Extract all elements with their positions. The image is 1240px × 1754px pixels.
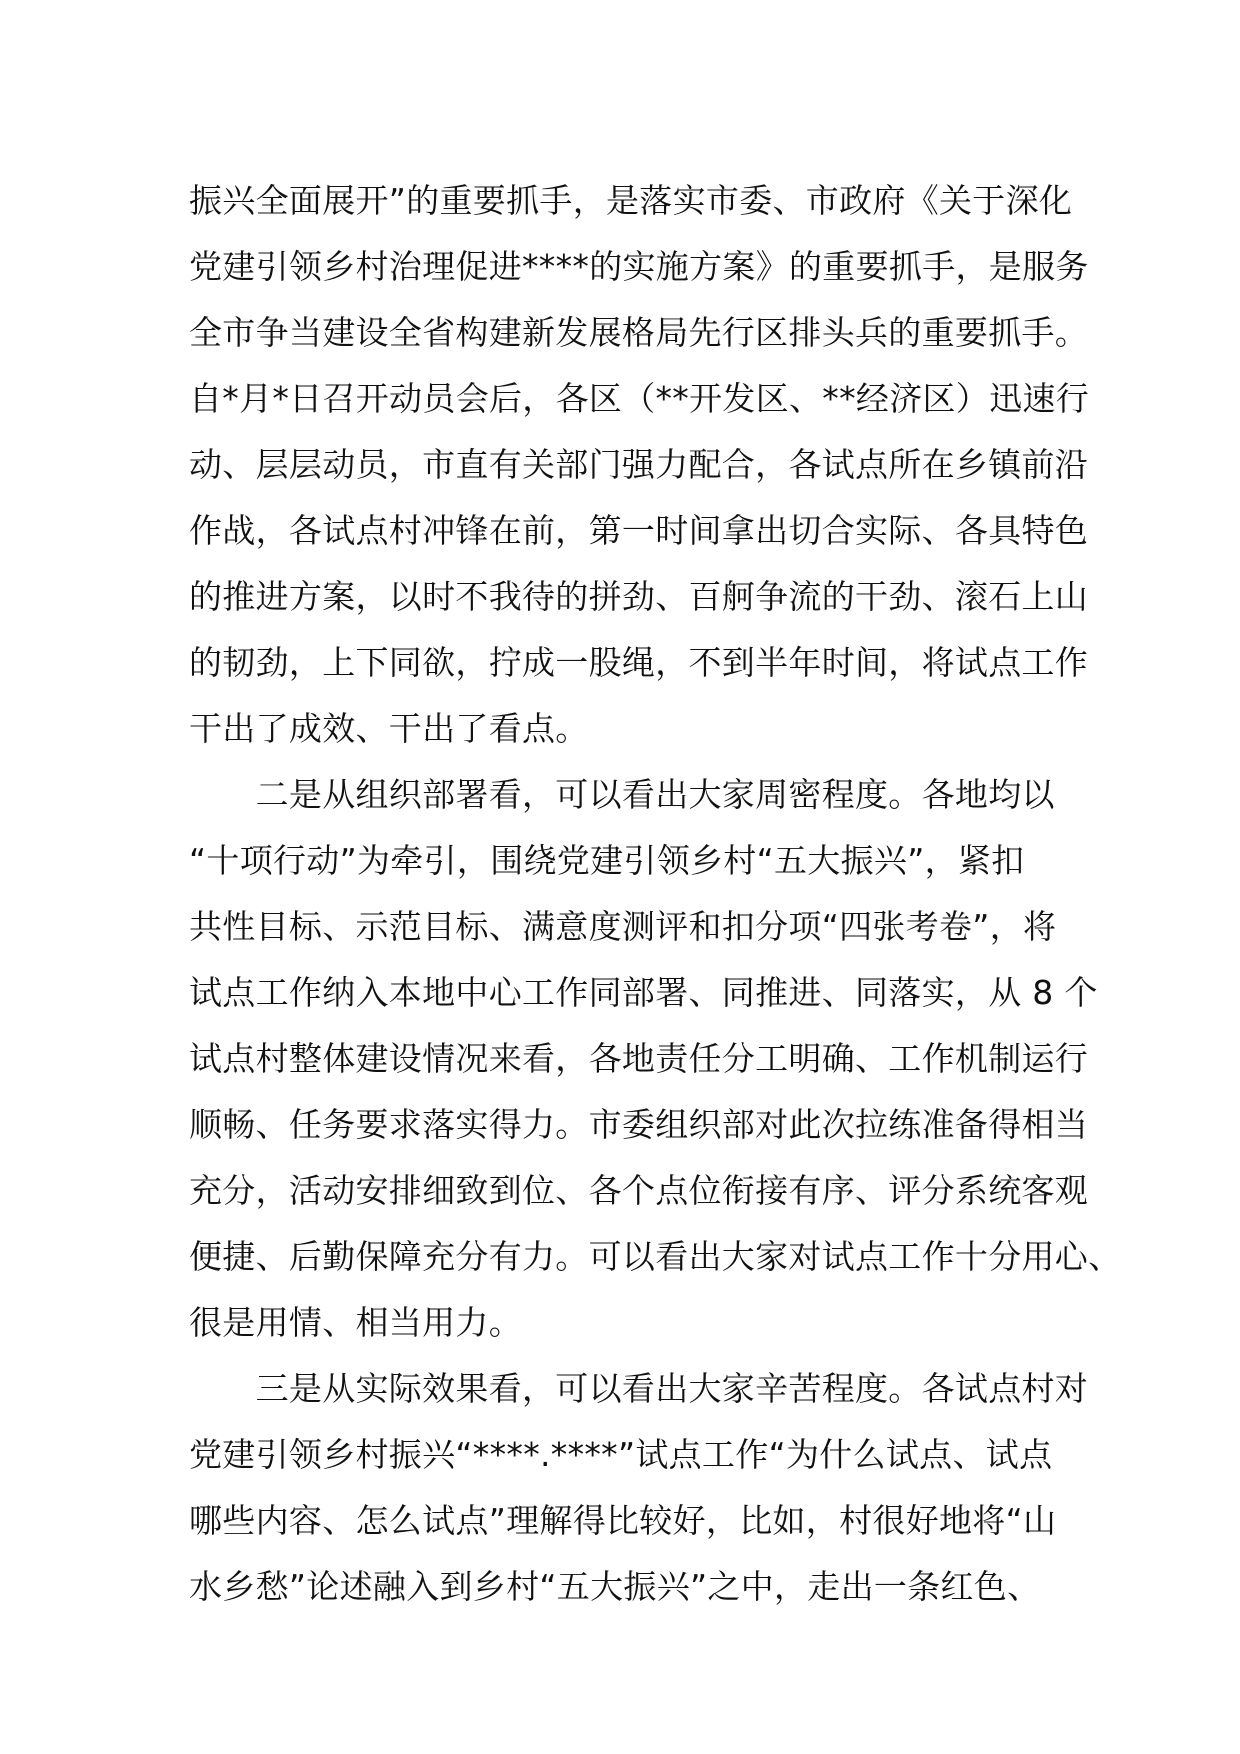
- text-line: 三是从实际效果看，可以看出大家辛苦程度。各试点村对: [189, 1369, 1089, 1408]
- text-line: 全市争当建设全省构建新发展格局先行区排头兵的重要抓手。: [189, 313, 1089, 352]
- text-line: 便捷、后勤保障充分有力。可以看出大家对试点工作十分用心、: [189, 1237, 1122, 1276]
- text-line: 作战，各试点村冲锋在前，第一时间拿出切合实际、各具特色: [189, 511, 1089, 550]
- text-line: 干出了成效、干出了看点。: [189, 709, 589, 748]
- text-line: 哪些内容、怎么试点”理解得比较好，比如，村很好地将“山: [189, 1501, 1057, 1540]
- text-line: 的推进方案，以时不我待的拼劲、百舸争流的干劲、滚石上山: [189, 577, 1089, 616]
- text-line: 顺畅、任务要求落实得力。市委组织部对此次拉练准备得相当: [189, 1105, 1089, 1144]
- text-line: 很是用情、相当用力。: [189, 1303, 522, 1342]
- text-line: 自*月*日召开动员会后，各区（**开发区、**经济区）迅速行: [189, 379, 1089, 418]
- text-line: 党建引领乡村治理促进****的实施方案》的重要抓手，是服务: [189, 247, 1089, 286]
- text-line: 试点村整体建设情况来看，各地责任分工明确、工作机制运行: [189, 1039, 1089, 1078]
- text-line: 充分，活动安排细致到位、各个点位衔接有序、评分系统客观: [189, 1171, 1089, 1210]
- text-line: 试点工作纳入本地中心工作同部署、同推进、同落实，从 8 个: [189, 973, 1098, 1012]
- body-text: [189, 168, 1122, 1620]
- text-line: 水乡愁”论述融入到乡村“五大振兴”之中，走出一条红色、: [189, 1567, 1041, 1606]
- text-line: “十项行动”为牵引，围绕党建引领乡村“五大振兴”，紧扣: [189, 841, 1025, 880]
- text-line: 共性目标、示范目标、满意度测评和扣分项“四张考卷”，将: [189, 907, 1057, 946]
- text-line: 党建引领乡村振兴“****.****”试点工作“为什么试点、试点: [189, 1435, 1053, 1474]
- text-line: 的韧劲，上下同欲，拧成一股绳，不到半年时间，将试点工作: [189, 643, 1089, 682]
- text-line: 动、层层动员，市直有关部门强力配合，各试点所在乡镇前沿: [189, 445, 1089, 484]
- text-line: 二是从组织部署看，可以看出大家周密程度。各地均以: [189, 775, 1055, 814]
- text-line: 振兴全面展开”的重要抓手，是落实市委、市政府《关于深化: [189, 181, 1073, 220]
